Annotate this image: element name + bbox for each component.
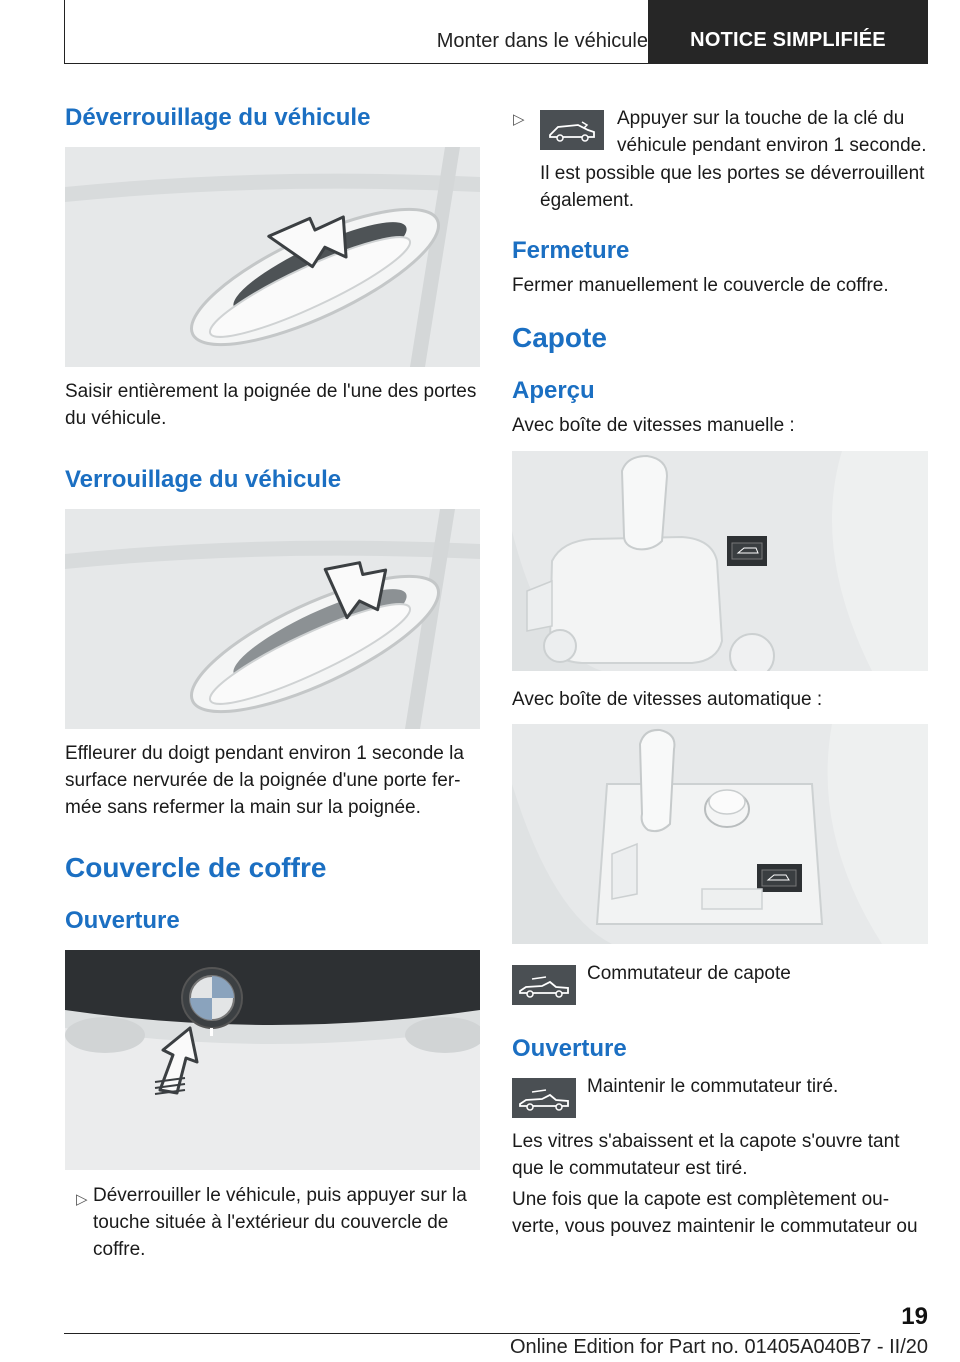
key-step-line: véhicule pendant environ 1 seconde. xyxy=(617,135,927,156)
apercu-heading: Aperçu xyxy=(512,377,595,404)
automatic-gearbox-figure xyxy=(512,724,928,944)
closing-text: Fermer manuellement le couvercle de coffre. xyxy=(512,275,889,296)
lock-text-block xyxy=(65,740,480,821)
closing-heading: Fermeture xyxy=(512,237,630,264)
trunk-button-illustration xyxy=(65,950,480,1170)
door-handle-lock-illustration xyxy=(65,509,480,729)
complete-text-line: verte, vous pouvez maintenir le commutateur ou xyxy=(512,1216,918,1237)
bullet-marker: ▷ xyxy=(76,1191,88,1208)
convertible-roof-icon-graphic xyxy=(512,965,576,1005)
footer-rule xyxy=(64,1333,860,1334)
windows-text-line: Les vitres s'abaissent et la capote s'ouvre tant xyxy=(512,1131,900,1152)
trunk-button-figure xyxy=(65,950,480,1170)
key-note-line: également. xyxy=(540,190,635,211)
switch-label: Commutateur de capote xyxy=(587,963,791,984)
manual-gearbox-figure xyxy=(512,451,928,671)
car-key-icon xyxy=(540,110,604,150)
capote-opening-heading: Ouverture xyxy=(512,1035,627,1062)
complete-text-block xyxy=(512,1186,928,1240)
key-step-block xyxy=(617,105,928,159)
hold-text: Maintenir le commutateur tiré. xyxy=(587,1076,839,1097)
key-step-line: Appuyer sur la touche de la clé du xyxy=(617,108,905,129)
automatic-gearbox-illustration xyxy=(512,724,928,944)
door-handle-lock-figure xyxy=(65,509,480,729)
car-key-icon-graphic xyxy=(540,110,604,150)
capote-heading: Capote xyxy=(512,322,607,353)
trunk-opening-heading: Ouverture xyxy=(65,907,180,934)
trunk-step-block xyxy=(93,1182,480,1263)
section-badge: NOTICE SIMPLIFIÉE xyxy=(648,0,928,64)
lock-text-line: mée sans refermer la main sur la poignée. xyxy=(65,797,421,818)
complete-text-line: Une fois que la capote est complètement ou- xyxy=(512,1189,890,1210)
door-handle-unlock-illustration xyxy=(65,147,480,367)
edition-text: Online Edition for Part no. 01405A040B7 - II/20 xyxy=(509,1336,928,1358)
door-handle-unlock-figure xyxy=(65,147,480,367)
key-note-line: Il est possible que les portes se déverrouillent xyxy=(540,163,925,184)
unlock-heading: Déverrouillage du véhicule xyxy=(65,104,371,131)
lock-text-line: Effleurer du doigt pendant environ 1 seconde la xyxy=(65,743,464,764)
convertible-roof-icon-graphic xyxy=(512,1078,576,1118)
lock-heading: Verrouillage du véhicule xyxy=(65,466,342,493)
key-note-block xyxy=(540,160,928,214)
manual-caption: Avec boîte de vitesses manuelle : xyxy=(512,415,795,436)
trunk-step-line: coffre. xyxy=(93,1239,146,1260)
trunk-heading: Couvercle de coffre xyxy=(65,852,327,883)
trunk-step-line: touche située à l'extérieur du couvercle de xyxy=(93,1212,449,1233)
convertible-roof-icon xyxy=(512,965,576,1005)
auto-caption: Avec boîte de vitesses automatique : xyxy=(512,689,823,710)
windows-text-block xyxy=(512,1128,928,1182)
unlock-text: Saisir entièrement la poignée de l'une des portes du véhicule. xyxy=(65,381,477,429)
convertible-roof-icon xyxy=(512,1078,576,1118)
trunk-step-line: Déverrouiller le véhicule, puis appuyer sur la xyxy=(93,1185,467,1206)
bullet-marker: ▷ xyxy=(513,111,525,128)
manual-gearbox-illustration xyxy=(512,451,928,671)
windows-text-line: que le commutateur est tiré. xyxy=(512,1158,748,1179)
page-number: 19 xyxy=(901,1303,928,1330)
chapter-title: Monter dans le véhicule xyxy=(436,30,648,52)
lock-text-line: surface nervurée de la poignée d'une porte fer- xyxy=(65,770,461,791)
